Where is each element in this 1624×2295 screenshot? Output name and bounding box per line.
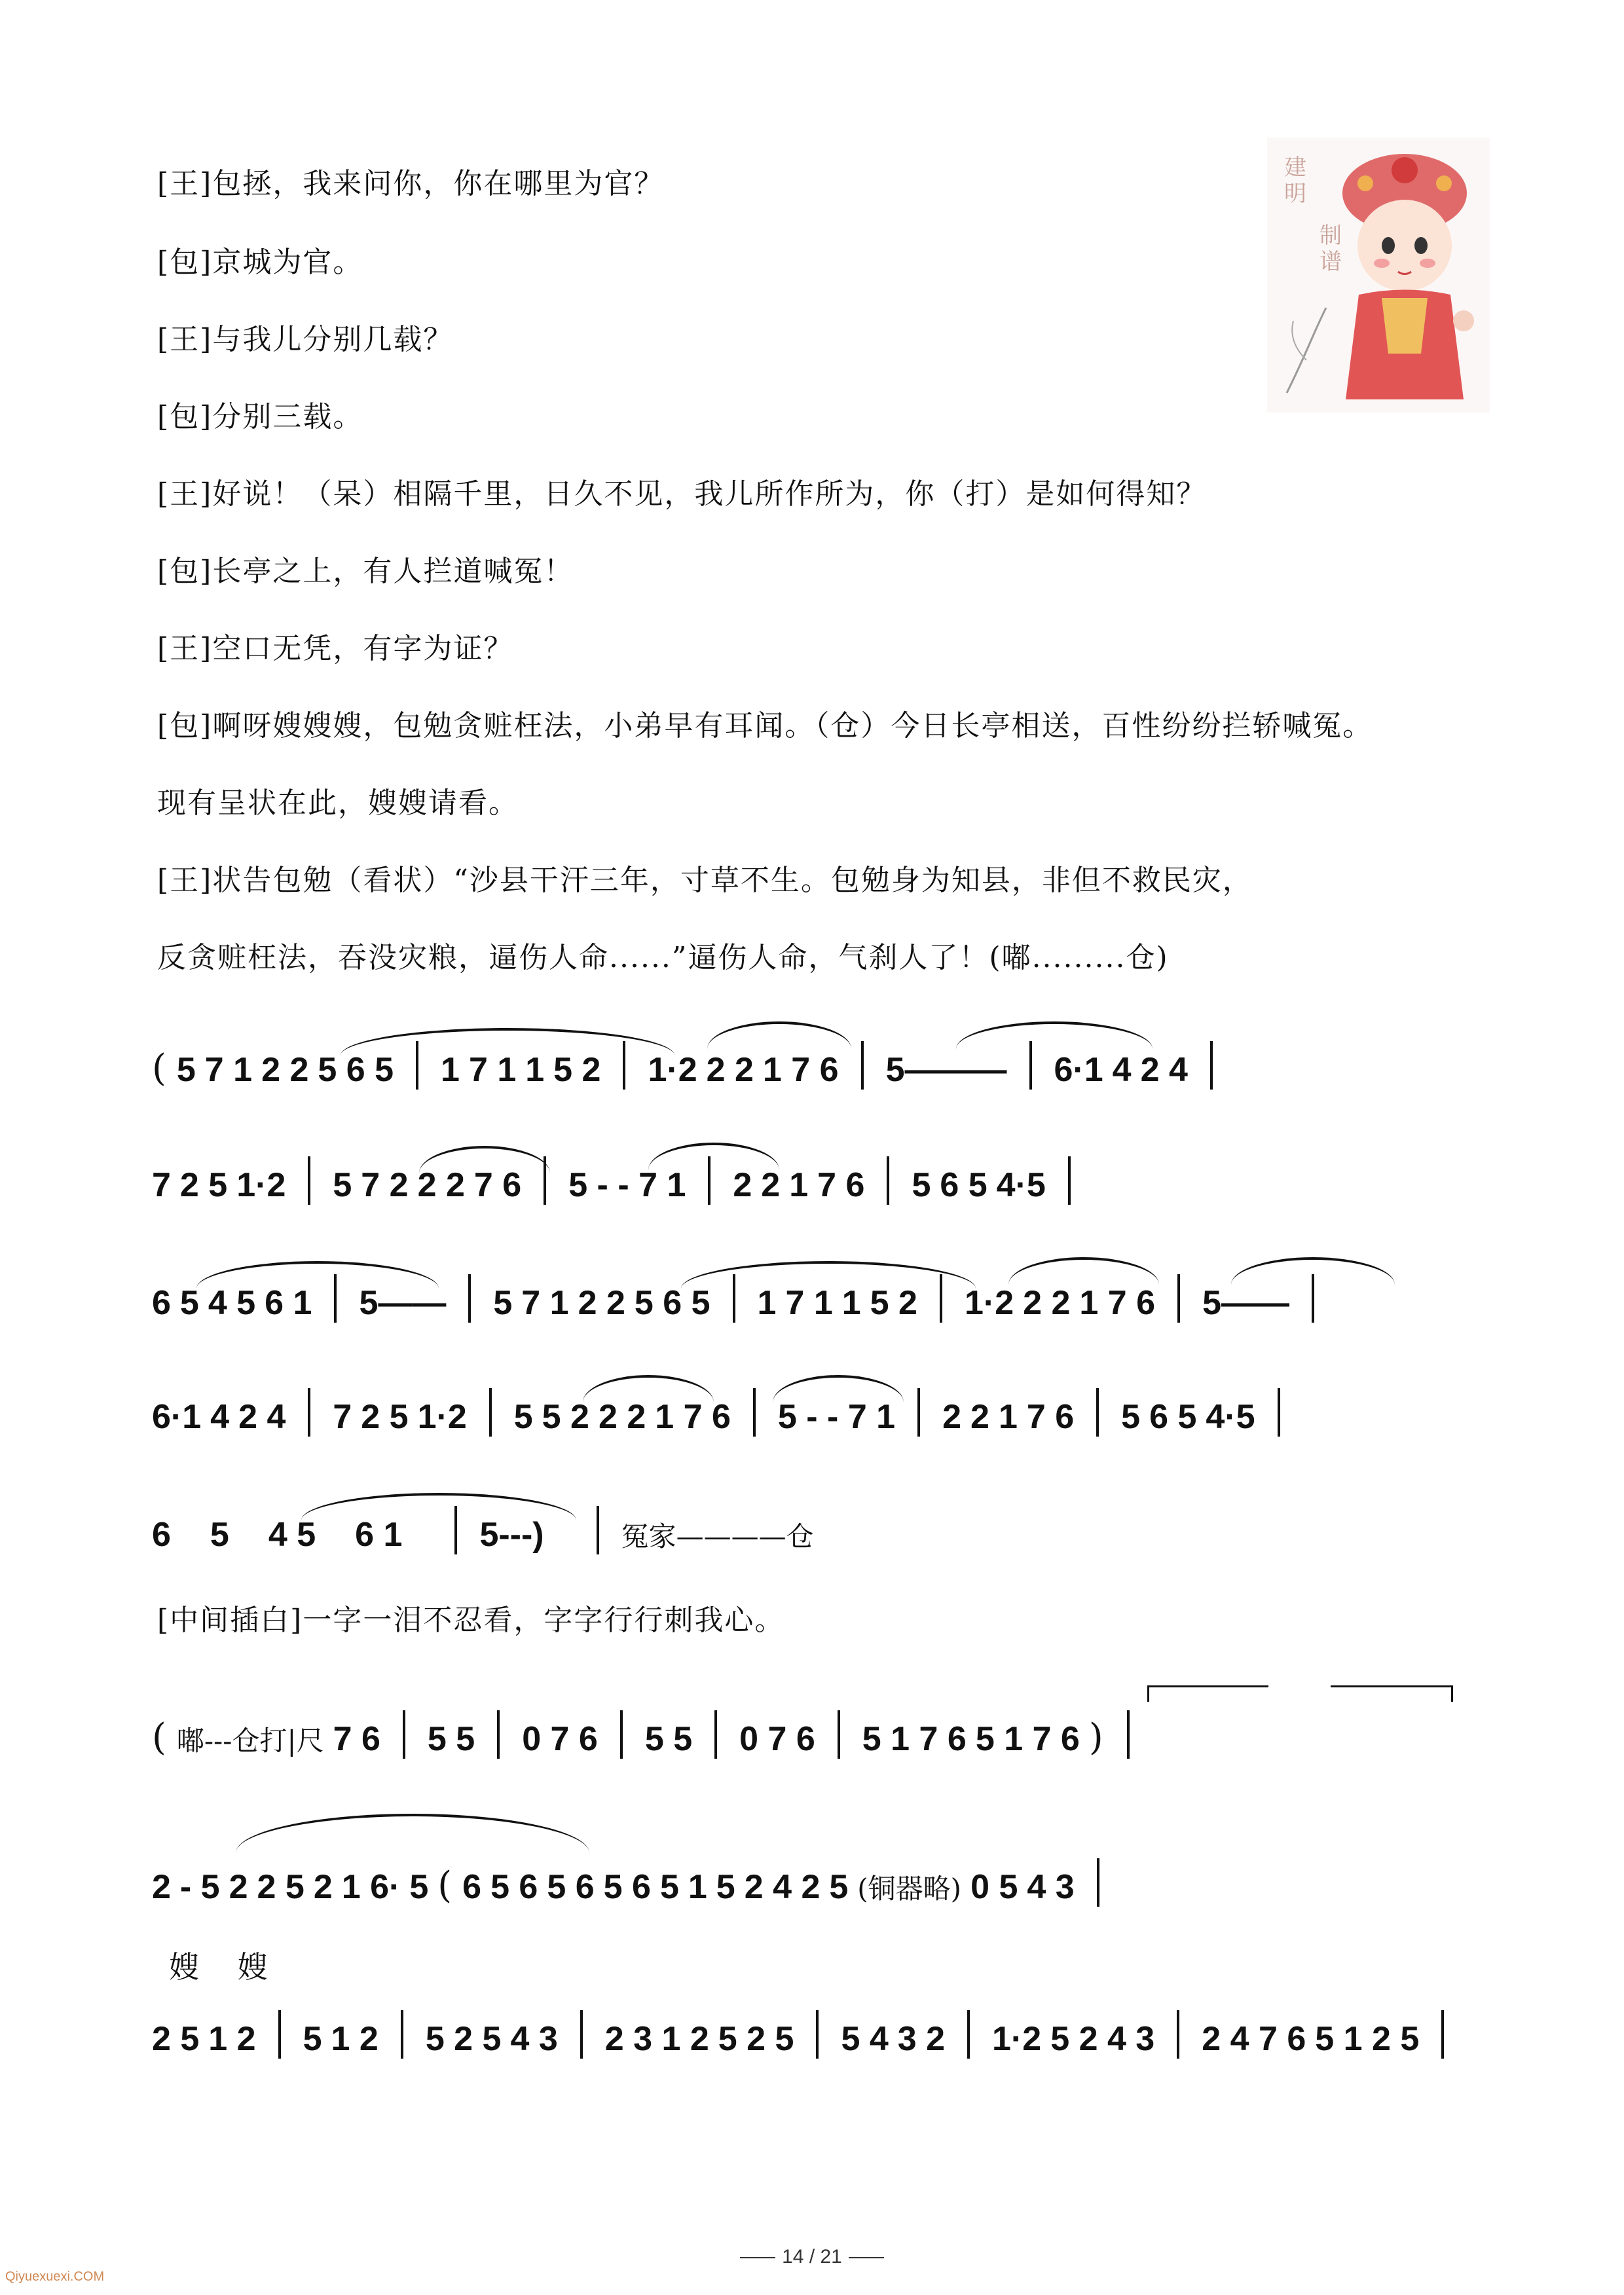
note-group: 5——— (885, 1051, 1007, 1089)
note-group: 4 (1112, 1051, 1132, 1089)
note-group: 4 (210, 1398, 230, 1436)
note-group: 7 (333, 1398, 352, 1436)
note-group: 2 4 7 6 (1202, 2020, 1306, 2058)
note-group: 6 1 (265, 1284, 312, 1322)
slur (956, 1021, 1153, 1049)
note-group: 5 6 5 (634, 1284, 710, 1322)
note-group: 4 3 (510, 2020, 558, 2058)
note-group: 2 4 2 (744, 1868, 821, 1906)
note-group: 7 6 (1026, 1398, 1075, 1436)
dialogue-line: [包]分别三载。 (157, 400, 363, 433)
note-group: 2 2 (417, 1166, 465, 1204)
slur (773, 1375, 904, 1403)
note-group: 3 2 (897, 2020, 946, 2058)
note-group: 1 (841, 1284, 861, 1322)
note-group: 2 (942, 1398, 962, 1436)
note-group: 1 7 6 (762, 1051, 839, 1089)
note-group: 5 5 (427, 1720, 475, 1758)
bar-line (1177, 2010, 1179, 2059)
note-group: 5 (829, 1868, 849, 1906)
bar-line (1096, 1388, 1099, 1437)
bar-line (917, 1388, 920, 1437)
note-group: 7 (152, 1166, 171, 1204)
bar-line (308, 1156, 310, 1205)
note-group: 1·2 (964, 1284, 1014, 1322)
note-group: 6 1 (355, 1516, 403, 1554)
note-group: 1 7 6 (1079, 1284, 1156, 1322)
dialogue-line: 反贪赃枉法，吞没灾粮，逼伤人命......”逼伤人命，气刹人了！(嘟.........仓) (157, 941, 1169, 974)
note-group: ( (152, 1047, 166, 1090)
bar-line (967, 2010, 970, 2059)
insert-line: [中间插白]一字一泪不忍看，字字行行刺我心。 (157, 1604, 785, 1637)
note-group: ( (152, 1716, 166, 1759)
note-group: (铜器略) (857, 1873, 962, 1905)
note-group: 5---) (479, 1516, 544, 1554)
note-group: 5 (513, 1398, 533, 1436)
note-group: 2 2 (1023, 1284, 1071, 1322)
note-group: 2 (313, 1868, 333, 1906)
note-group: 5 6 (490, 1868, 538, 1906)
dialogue-line: [王]好说！（呆）相隔千里，日久不见，我儿所作所为，你（打）是如何得知？ (157, 477, 1207, 511)
note-group: 2 (733, 1166, 752, 1204)
note-group: 2 4 (238, 1398, 286, 1436)
note-group: 1 7 6 (655, 1398, 731, 1436)
note-group: 7 1 (204, 1051, 253, 1089)
note-group: 1 (441, 1051, 460, 1089)
note-group: 5 (716, 1868, 735, 1906)
bar-line (1097, 1858, 1099, 1907)
note-group: 2 (229, 1868, 248, 1906)
note-group: 嘟---仓打|尺 (176, 1725, 324, 1757)
note-group: 5 (1121, 1398, 1141, 1436)
note-group: 2 2 (598, 1398, 646, 1436)
note-group: 0 7 6 (522, 1720, 598, 1758)
dialogue-line: [包]啊呀嫂嫂嫂，包勉贪赃枉法，小弟早有耳闻。（仓）今日长亭相送，百性纷纷拦轿喊冤。 (157, 709, 1373, 743)
note-group: 5 (179, 1284, 199, 1322)
note-group: ) (1088, 1716, 1103, 1759)
note-group: 5 (176, 1051, 196, 1089)
note-group: 0 5 (970, 1868, 1018, 1906)
slur (681, 1261, 976, 1289)
bar-line (497, 1710, 500, 1759)
note-group: 7 1 (468, 1051, 517, 1089)
bar-line (1068, 1156, 1071, 1205)
note-group: 5 1 7 6 (862, 1720, 967, 1758)
note-group: 2 (761, 1166, 781, 1204)
note-group: 2 5 (152, 2020, 200, 2058)
bracket (1331, 1685, 1453, 1702)
note-group: 5 2 (542, 1398, 589, 1436)
note-group: 5 (333, 1166, 352, 1204)
note-group: 7 1 (785, 1284, 833, 1322)
jianpu-line (152, 1858, 1481, 1907)
note-group: 5 6 (547, 1868, 595, 1906)
page-footer (0, 2246, 1624, 2268)
bar-line (620, 1710, 623, 1759)
bar-line (816, 2010, 819, 2059)
jianpu-line (152, 1156, 1481, 1205)
note-group: 7 6 (817, 1166, 865, 1204)
note-group: 5 2 4 3 (1050, 2020, 1155, 2058)
note-group: 6·1 (152, 1398, 202, 1436)
page-number: 14 / 21 (782, 2246, 842, 2267)
slur (583, 1375, 714, 1403)
note-group: 1 (688, 1868, 707, 1906)
dialogue-line: [王]状告包勉（看状）“沙县干汗三年，寸草不生。包勉身为知县，非但不救民灾， (157, 864, 1253, 897)
dialogue-line: [包]京城为官。 (157, 246, 363, 279)
note-group: 5 1 2 5 (1315, 2020, 1420, 2058)
bar-line (714, 1710, 717, 1759)
slur (1231, 1257, 1395, 1285)
note-group: 5 (659, 1868, 679, 1906)
note-group: 5 (210, 1516, 229, 1554)
note-group: 5 - - 7 1 (777, 1398, 896, 1436)
jianpu-line (152, 2010, 1481, 2059)
slur (236, 1814, 589, 1853)
note-group: - 5 (179, 1868, 220, 1906)
note-group: 4·5 (996, 1166, 1046, 1204)
logo-char: 建 (1284, 155, 1306, 181)
note-group: 1 (525, 1051, 545, 1089)
note-group: 1·2 (648, 1051, 697, 1089)
site-watermark: Qiyuexuexi.COM (5, 2269, 105, 2284)
dialogue-line: [王]与我儿分别几载？ (157, 323, 454, 356)
note-group: 4 5 (268, 1516, 316, 1554)
note-group: 2 5 (257, 1868, 304, 1906)
note-group: 2 2 (578, 1284, 625, 1322)
dialogue-line: 现有呈状在此，嫂嫂请看。 (157, 786, 519, 820)
bar-line (838, 1710, 840, 1759)
bar-line (580, 2010, 583, 2059)
note-group: 6 5 (1149, 1398, 1197, 1436)
bar-line (401, 2010, 403, 2059)
slur (648, 1143, 779, 1170)
note-group: 5 - - 7 1 (568, 1166, 686, 1204)
note-group: 5 1 7 6 (975, 1720, 1080, 1758)
note-group: 冤家————仓 (621, 1520, 814, 1552)
bracket (1147, 1685, 1268, 1702)
bar-line (403, 1710, 405, 1759)
note-group: 5 2 5 (425, 2020, 502, 2058)
lyric-line: 嫂 嫂 (169, 1949, 282, 1985)
note-group: 5 4 (841, 2020, 889, 2058)
dialogue-line: [王]空口无凭，有字为证？ (157, 632, 514, 665)
note-group: 4 5 (208, 1284, 256, 1322)
note-group: 2 2 (706, 1051, 754, 1089)
note-group: 7 6 (333, 1720, 380, 1758)
note-group: 5 (912, 1166, 931, 1204)
note-group: 2 5 (361, 1398, 409, 1436)
note-group: 6 (152, 1284, 171, 1322)
note-group: 5—— (1202, 1284, 1289, 1322)
bar-line (1127, 1710, 1130, 1759)
logo-char: 制 (1320, 223, 1342, 249)
note-group: 7 2 (361, 1166, 409, 1204)
note-group: 1 6· (341, 1868, 401, 1906)
note-group: 1·2 (417, 1398, 467, 1436)
note-group: 1·2 (992, 2020, 1042, 2058)
note-group: 5 6 (603, 1868, 651, 1906)
dialogue-line: [包]长亭之上，有人拦道喊冤！ (157, 555, 574, 588)
bar-line (1278, 1388, 1280, 1437)
note-group: 5 2 5 (718, 2020, 794, 2058)
dialogue-line: [王]包拯，我来问你，你在哪里为官？ (157, 167, 665, 200)
bar-line (861, 1041, 864, 1090)
bar-line (597, 1506, 599, 1554)
note-group: 6 (462, 1868, 482, 1906)
note-group: 2 (970, 1398, 989, 1436)
note-group: 2 3 1 2 (604, 2020, 709, 2058)
opera-doll-logo (1267, 138, 1490, 413)
slur (707, 1021, 851, 1049)
note-group: 7 6 (473, 1166, 522, 1204)
note-group: 5 6 5 (318, 1051, 394, 1089)
jianpu-line (152, 1710, 1481, 1759)
note-group: 7 1 (521, 1284, 569, 1322)
note-group: 6 (152, 1516, 171, 1554)
bar-line (1210, 1041, 1213, 1090)
note-group: 1 2 (331, 2020, 378, 2058)
note-group: 2 (152, 1868, 171, 1906)
note-group: 4·5 (1206, 1398, 1255, 1436)
note-group: 5 (303, 2020, 322, 2058)
bar-line (1177, 1274, 1180, 1323)
note-group: 1 (998, 1398, 1018, 1436)
bar-line (278, 2010, 281, 2059)
note-group: 0 7 6 (739, 1720, 815, 1758)
note-group: 5 2 (870, 1284, 917, 1322)
note-group: 5 (493, 1284, 513, 1322)
note-group: 6·1 (1054, 1051, 1103, 1089)
note-group: 2 2 (261, 1051, 309, 1089)
note-group: 2 4 (1140, 1051, 1188, 1089)
bar-line (753, 1388, 756, 1437)
note-group: 5 (409, 1868, 429, 1906)
note-group: 1 (789, 1166, 809, 1204)
note-group: 6 5 (940, 1166, 987, 1204)
slur (196, 1261, 439, 1289)
bar-line (1441, 2010, 1444, 2059)
slur (419, 1146, 550, 1173)
note-group: 1 2 (208, 2020, 256, 2058)
slur (301, 1493, 576, 1520)
bar-line (489, 1388, 492, 1437)
bar-line (887, 1156, 889, 1205)
bar-line (308, 1388, 310, 1437)
note-group: 5 2 (553, 1051, 601, 1089)
note-group: 4 3 (1027, 1868, 1075, 1906)
note-group: 1·2 (236, 1166, 286, 1204)
note-group: ( (437, 1864, 452, 1907)
note-group: 5—— (359, 1284, 447, 1322)
slur (1008, 1257, 1159, 1285)
bar-line (468, 1274, 471, 1323)
logo-char: 明 (1284, 181, 1306, 207)
logo-char: 谱 (1320, 249, 1342, 275)
note-group: 1 (757, 1284, 777, 1322)
note-group: 2 5 (179, 1166, 228, 1204)
note-group: 5 5 (644, 1720, 693, 1758)
slur (341, 1028, 674, 1056)
